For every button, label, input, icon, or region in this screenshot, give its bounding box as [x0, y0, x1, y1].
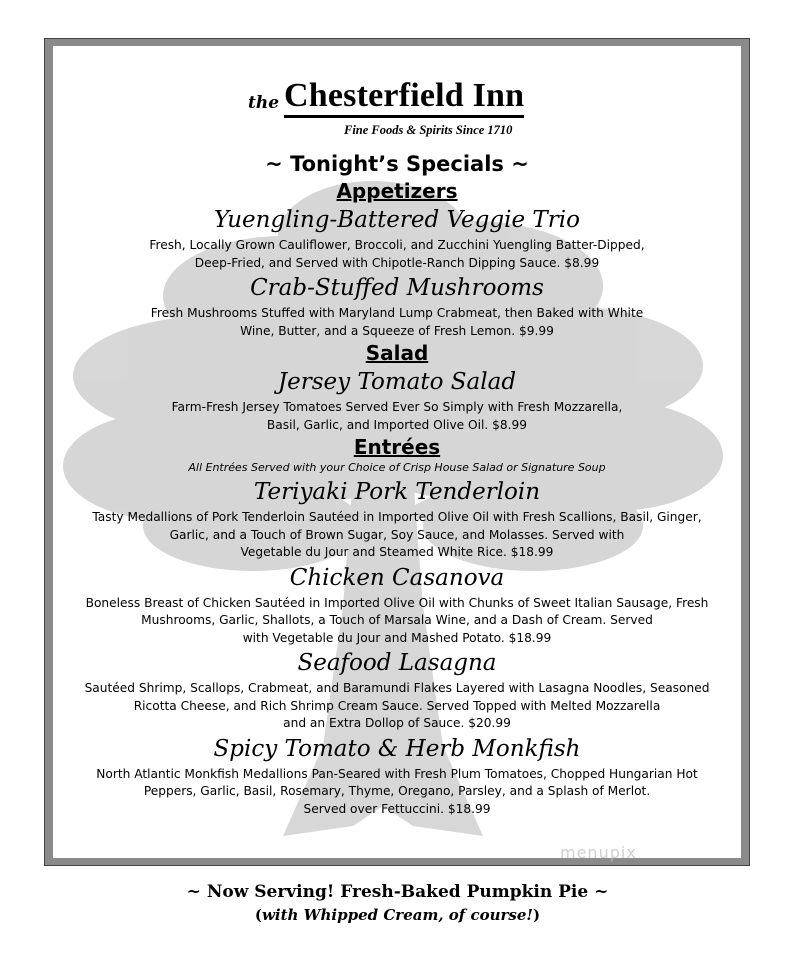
section-heading-appetizers: Appetizers [336, 179, 458, 203]
dish-description: Fresh Mushrooms Stuffed with Maryland Lump Crabmeat, then Baked with White Wine, Butter, and a Squeeze of Fresh Lemon. $9.99 [150, 306, 644, 338]
section-heading-entrees: Entrées [353, 435, 441, 459]
brand-article: the [248, 93, 280, 113]
restaurant-name: Chesterfield Inn [284, 77, 524, 118]
dish-name: Yuengling-Battered Veggie Trio [214, 207, 580, 233]
menu-sheet [53, 46, 741, 858]
whipped-cream-note: with Whipped Cream, of course! [262, 906, 533, 924]
pumpkin-pie-note [0, 904, 795, 926]
dish-name: Spicy Tomato & Herb Monkfish [213, 735, 581, 762]
dish-description: Sautéed Shrimp, Scallops, Crabmeat, and Baramundi Flakes Layered with Lasagna Noodles, Seasoned Ricotta Cheese, and Rich Shrimp Cream Sauce. Served Topped with Melted Mozzarella and an Extra Dollop of Sauce. $20.99 [84, 681, 710, 730]
menu-footer [0, 880, 795, 926]
dish-description: Fresh, Locally Grown Cauliflower, Broccoli, and Zucchini Yuengling Batter-Dipped, Deep-Fried, and Served with Chipotle-Ranch Dipping Sauce. $8.99 [149, 238, 645, 270]
dish-name: Jersey Tomato Salad [277, 369, 517, 395]
dish-name: Seafood Lasagna [297, 650, 497, 676]
menupix-watermark: menupix [560, 843, 637, 862]
dish-description: Tasty Medallions of Pork Tenderloin Sautéed in Imported Olive Oil with Fresh Scallions, Basil, Ginger, Garlic, and a Touch of Brown Sugar, Soy Sauce, and Molasses. Served with Vegetable du Jour and Steamed White Rice. $18.99 [92, 510, 702, 559]
section-heading-salad: Salad [365, 341, 429, 365]
dish-name: Chicken Casanova [289, 564, 505, 591]
paren-close: ) [532, 906, 541, 924]
specials-title: ~ Tonight’s Specials ~ [265, 152, 529, 176]
dish-description: Farm-Fresh Jersey Tomatoes Served Ever So Simply with Fresh Mozzarella, Basil, Garlic, and Imported Olive Oil. $8.99 [171, 400, 623, 432]
menu-content [53, 150, 741, 818]
dish-description: North Atlantic Monkfish Medallions Pan-Seared with Fresh Plum Tomatoes, Chopped Hungarian Hot Peppers, Garlic, Basil, Rosemary, Thyme, Oregano, Parsley, and a Splash of Merlot. Served over Fettuccini. $18.99 [96, 766, 698, 816]
restaurant-tagline: Fine Foods & Spirits Since 1710 [344, 123, 513, 137]
dish-name: Crab-Stuffed Mushrooms [250, 275, 544, 301]
restaurant-brand [248, 79, 588, 149]
dish-name: Teriyaki Pork Tenderloin [253, 479, 541, 505]
pumpkin-pie-announcement: ~ Now Serving! Fresh-Baked Pumpkin Pie ~ [186, 882, 609, 902]
dish-description: Boneless Breast of Chicken Sautéed in Imported Olive Oil with Chunks of Sweet Italian Sausage, Fresh Mushrooms, Garlic, Shallots, a Touch of Marsala Wine, and a Dash of Cream. Served with Vegetable du Jour and Mashed Potato. $18.99 [85, 595, 709, 645]
entrees-note: All Entrées Served with your Choice of Crisp House Salad or Signature Soup [188, 461, 606, 474]
paren-open: ( [254, 906, 263, 924]
